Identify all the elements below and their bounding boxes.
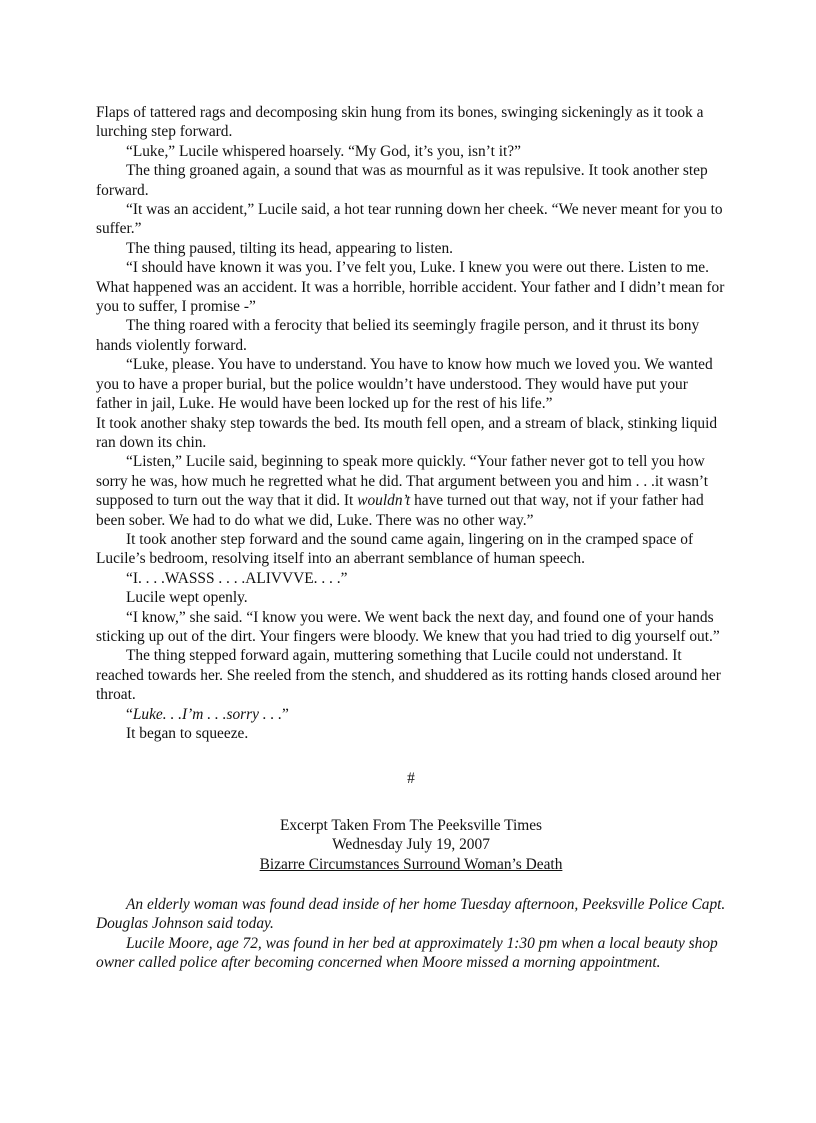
story-paragraph: Lucile wept openly. [126, 589, 248, 607]
story-paragraph-listen [96, 452, 726, 530]
story-paragraph: Flaps of tattered rags and decomposing skin hung from its bones, swinging sickeningly as it took a lurching step forward. [96, 104, 704, 141]
quote-close-mark: ” [282, 705, 289, 723]
excerpt-paragraph [96, 895, 726, 934]
newspaper-excerpt [96, 816, 726, 973]
listen-text-before: “Listen,” Lucile said, beginning to speak more quickly. “Your father never got to tell you how sorry he was, how much he regretted what he did. That argument between you and him . . .it wasn’t supposed to turn out the way that it did. It [96, 453, 709, 510]
manuscript-page [96, 103, 726, 973]
quote-italic-text: Luke. . .I’m . . .sorry . . . [132, 705, 283, 723]
story-paragraph: The thing groaned again, a sound that was as mournful as it was repulsive. It took another step forward. [96, 162, 708, 199]
story-section [96, 103, 726, 743]
story-paragraph: “Luke, please. You have to understand. You have to know how much we loved you. We wanted you to have a proper burial, but the police wouldn’t have understood. They would have put your father in jail, Luke. He would have been locked up for the rest of his life.” [96, 356, 713, 413]
story-paragraph: It took another step forward and the sound came again, lingering on in the cramped space of Lucile’s bedroom, resolving itself into an aberrant semblance of human speech. [96, 530, 694, 568]
listen-text-after: have turned out that way, not if your father had been sober. We had to do what we did, Luke. There was no other way.” [96, 492, 704, 529]
final-quote [96, 705, 726, 724]
story-paragraph: The thing paused, tilting its head, appearing to listen. [126, 239, 453, 257]
headline-text: Bizarre Circumstances Surround Woman’s Death [259, 855, 563, 873]
excerpt-source: Excerpt Taken From The Peeksville Times [279, 816, 543, 834]
excerpt-headline [96, 855, 726, 874]
listen-text-emphasis: wouldn’t [357, 492, 411, 510]
story-paragraph: “Luke,” Lucile whispered hoarsely. “My God, it’s you, isn’t it?” [126, 142, 521, 160]
story-paragraph: The thing roared with a ferocity that belied its seemingly fragile person, and it thrust its bony hands violently forward. [96, 317, 700, 354]
story-paragraph: “I know,” she said. “I know you were. We went back the next day, and found one of your hands sticking up out of the dirt. Your fingers were bloody. We knew that you had tried to dig yourself out.” [96, 608, 720, 645]
story-paragraph: It took another shaky step towards the bed. Its mouth fell open, and a stream of black, stinking liquid ran down its chin. [96, 414, 718, 451]
story-paragraph: “It was an accident,” Lucile said, a hot tear running down her cheek. “We never meant for you to suffer.” [96, 201, 723, 238]
scene-separator: # [407, 770, 415, 788]
story-paragraph: “I should have known it was you. I’ve felt you, Luke. I knew you were out there. Listen to me. What happened was an accident. It was a horrible, horrible accident. Your father and I didn’t mean for you to suffer, I promise -” [96, 259, 725, 316]
excerpt-paragraph-text: An elderly woman was found dead inside of her home Tuesday afternoon, Peeksville Police Capt. Douglas Johnson said today. [96, 896, 726, 933]
story-paragraph: “I. . . .WASSS . . . .ALIVVVE. . . .” [126, 569, 348, 587]
excerpt-date: Wednesday July 19, 2007 [332, 836, 490, 854]
excerpt-paragraph-text: Lucile Moore, age 72, was found in her bed at approximately 1:30 pm when a local beauty shop owner called police after becoming concerned when Moore missed a morning appointment. [96, 934, 718, 972]
quote-open-mark: “ [126, 705, 133, 723]
story-last-line: It began to squeeze. [126, 725, 249, 742]
story-paragraph: The thing stepped forward again, muttering something that Lucile could not understand. It reached towards her. She reeled from the stench, and shuddered as its rotting hands closed around her throat. [96, 647, 721, 704]
excerpt-paragraph [96, 934, 726, 973]
